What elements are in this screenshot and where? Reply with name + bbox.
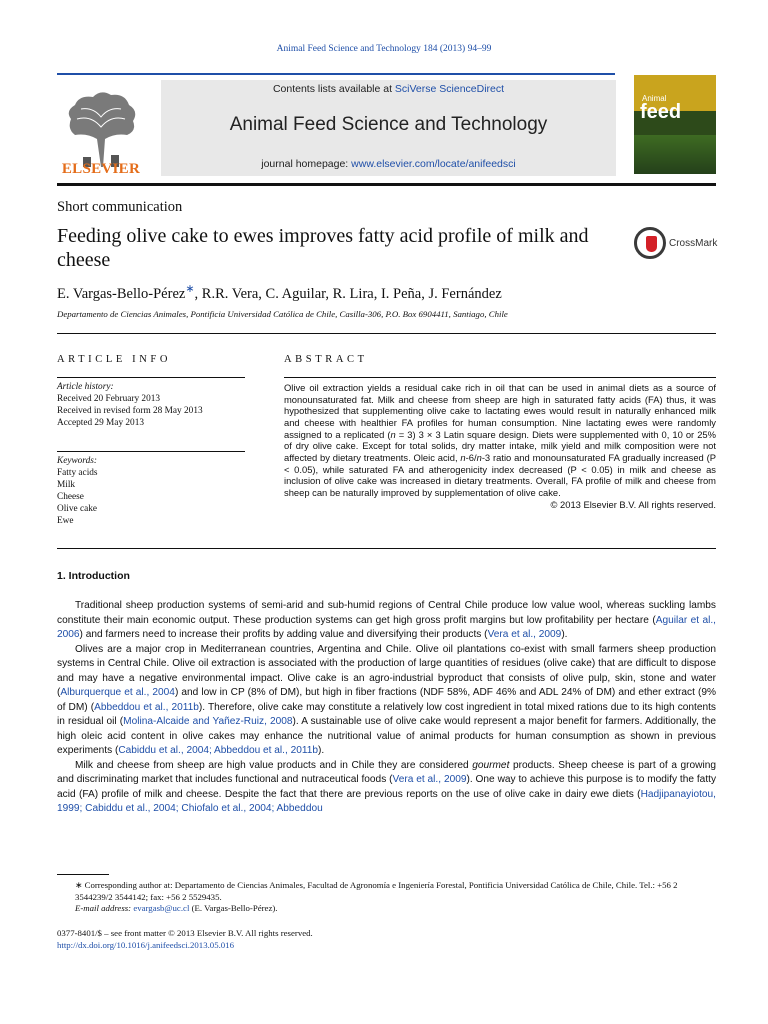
- text-run: products. Sheep cheese is part of a growing and discriminating market that includes functional and nutraceutical foods (: [57, 759, 716, 785]
- keyword: Olive cake: [57, 504, 98, 514]
- text-run: ) and low in CP (8% of DM), but high in fiber fractions (NDF 58%, ADF 46% and ADL 24% of DM) and ether extract (9% of DM) (: [57, 687, 716, 713]
- text-run: ). Therefore, olive cake may constitute a relatively low cost ingredient in total mixed rations due to its high contents in residual oil (: [57, 701, 716, 727]
- journal-title: Animal Feed Science and Technology: [229, 114, 548, 135]
- text-run: Milk and cheese from sheep are high value products and in Chile they are considered: [75, 759, 473, 771]
- reference-link[interactable]: Vera et al., 2009: [487, 629, 562, 640]
- article-history: [57, 381, 247, 429]
- issn-line: 0377-8401/$ – see front matter © 2013 Elsevier B.V. All rights reserved.: [57, 928, 313, 938]
- sciencedirect-link[interactable]: SciVerse ScienceDirect: [394, 83, 505, 95]
- article-info-heading: ARTICLE INFO: [57, 354, 172, 365]
- text-run: ). One way to achieve this purpose is to modify the fatty acid (FA) profile of milk and cheese. Despite the fact that there are previous reports on the use of olive cake in dairy ewe diets (: [57, 774, 717, 800]
- abstract-italic: n: [390, 428, 396, 440]
- reference-link[interactable]: Vera et al., 2009: [392, 774, 467, 785]
- footnote-mark: ∗: [75, 880, 83, 890]
- author-list: [57, 282, 502, 303]
- text-run: ).: [318, 745, 325, 756]
- paper-title: Feeding olive cake to ewes improves fatty acid profile of milk and cheese: [57, 225, 589, 271]
- history-item: Received in revised form 28 May 2013: [57, 406, 203, 416]
- corresponding-author-mark[interactable]: ∗: [185, 283, 195, 295]
- contents-line: [161, 83, 616, 95]
- crossmark-badge[interactable]: [634, 227, 719, 261]
- reference-link[interactable]: Alburquerque et al., 2004: [60, 687, 175, 698]
- abstract-part: Olive oil extraction yields a residual cake rich in oil that can be used in animal diets as a source of monounsaturated fat. Milk and cheese from sheep are high in saturated fatty acids (FA) thus, it was hypothesized that supplementing olive cake to lactating ewes would result in naturally enhanced milk and cheese with healthier FA profiles for human consumption. Nine lactating ewes were randomly assigned to a replicated (: [284, 382, 716, 440]
- divider: [57, 548, 716, 549]
- text-run: ).: [561, 629, 568, 640]
- journal-cover-image: [634, 75, 716, 174]
- history-label: Article history:: [57, 382, 114, 392]
- issn-block: [57, 928, 313, 951]
- cover-title-small: Animal: [642, 94, 667, 103]
- keywords: [57, 455, 247, 527]
- email-label: E-mail address:: [75, 903, 132, 913]
- abstract-part: = 3) 3 × 3 Latin square design. Diets were supplemented with 0, 10 or 25% of dry olive cake. Except for total solids, dry matter intake, milk yield and milk composition were not affected by dietary treatments. Oleic acid,: [284, 428, 716, 463]
- footnote-rule: [57, 874, 109, 875]
- paragraph: [57, 759, 716, 817]
- masthead-rule: [57, 183, 716, 186]
- history-item: Accepted 29 May 2013: [57, 418, 145, 428]
- divider: [57, 333, 716, 334]
- text-run-italic: gourmet: [472, 759, 510, 771]
- abstract-copyright: © 2013 Elsevier B.V. All rights reserved.: [550, 498, 716, 510]
- crossmark-icon: [634, 227, 666, 259]
- affiliation: Departamento de Ciencias Animales, Pontificia Universidad Católica de Chile, Casilla-306, P.O. Box 6904411, Santiago, Chile: [57, 309, 508, 319]
- paragraph: [57, 599, 716, 643]
- other-authors: , R.R. Vera, C. Aguilar, R. Lira, I. Peña, J. Fernández: [194, 285, 502, 302]
- reference-link[interactable]: Molina-Alcaide and Yañez-Ruiz, 2008: [123, 716, 293, 727]
- text-run: Olives are a major crop in Mediterranean countries, Argentina and Chile. Olive oil plantations co-exist with small farmers sheep production systems in Central Chile. Olive oil extraction is associated with the production of large quantities of residues (olive cake) that are difficult to dispose and may have a negative environmental impact. Olive cake is an agro-industrial byproduct that consists of olive pulp, skin, stone and water (: [57, 643, 716, 698]
- homepage-prefix: journal homepage:: [261, 158, 352, 170]
- keyword: Ewe: [57, 516, 74, 526]
- reference-link[interactable]: Hadjipanayiotou, 1999; Cabiddu et al., 2004; Chiofalo et al., 2004; Abbeddou: [57, 788, 716, 814]
- introduction-heading: 1. Introduction: [57, 570, 130, 582]
- abstract-part: -3 ratio and monounsaturated FA gradually increased (P < 0.05), while saturated FA and atherogenicity index decreased (P < 0.05) in milk and cheese as inclusion of olive cake was increased in dietary treatments. Overall, FA profile of milk and cheese from sheep can be naturally improved by supplementation of olive cake.: [284, 451, 716, 498]
- crossmark-bookmark-icon: [646, 236, 657, 252]
- contents-prefix: Contents lists available at: [272, 83, 395, 95]
- reference-link[interactable]: Cabiddu et al., 2004; Abbeddou et al., 2011b: [118, 745, 319, 756]
- abstract-part: -6/: [465, 451, 477, 463]
- abstract-italic: n: [460, 451, 466, 463]
- abstract-italic: n: [476, 451, 482, 463]
- homepage-line: [161, 158, 616, 170]
- paragraph: [57, 643, 716, 759]
- abstract-text: [284, 382, 716, 510]
- text-run: ) and farmers need to increase their profits by adding value and diversifying their products (: [79, 629, 488, 640]
- first-author: E. Vargas-Bello-Pérez: [57, 285, 186, 302]
- cover-title-big: feed: [640, 101, 682, 123]
- history-item: Received 20 February 2013: [57, 394, 161, 404]
- keywords-label: Keywords:: [57, 456, 97, 466]
- journal-homepage-link[interactable]: www.elsevier.com/locate/anifeedsci: [351, 158, 516, 170]
- footnote-text: Corresponding author at: Departamento de Ciencias Animales, Facultad de Agronomía e Ingeniería Forestal, Pontificia Universidad Católica de Chile, Chile. Tel.: +56 2 3544239/2 3544142; fax: +56 2 5529435.: [75, 880, 678, 902]
- abstract-body: [284, 382, 716, 499]
- cover-field: [634, 135, 716, 174]
- footnote-corresponding: [57, 880, 716, 903]
- divider: [57, 451, 245, 452]
- divider: [284, 377, 716, 378]
- email-link[interactable]: evargasb@uc.cl: [133, 903, 190, 913]
- keyword: Cheese: [57, 492, 84, 502]
- abstract-heading: ABSTRACT: [284, 354, 368, 365]
- text-run: Traditional sheep production systems of semi-arid and sub-humid regions of Central Chile produce low value wool, whereas suckling lambs constitute their main economic output. These production systems can get high gross profit margins but low profitability per hectare (: [57, 600, 716, 626]
- elsevier-wordmark: ELSEVIER: [61, 161, 141, 177]
- journal-citation[interactable]: Animal Feed Science and Technology 184 (2013) 94–99: [276, 44, 492, 54]
- article-type: Short communication: [57, 199, 183, 215]
- text-run: ). A sustainable use of olive cake would represent a major benefit for farmers. Additionally, the high oleic acid content in olive cakes may enhance the nutritional value of animal products for human consumption as shown in previous experiments (: [57, 716, 716, 756]
- divider: [57, 377, 245, 378]
- reference-link[interactable]: Aguilar et al., 2006: [57, 614, 716, 640]
- doi-link[interactable]: http://dx.doi.org/10.1016/j.anifeedsci.2013.05.016: [57, 939, 234, 950]
- keyword: Fatty acids: [57, 468, 98, 478]
- header-rule: [57, 73, 615, 75]
- email-suffix: (E. Vargas-Bello-Pérez).: [189, 903, 278, 913]
- keyword: Milk: [57, 480, 76, 490]
- crossmark-label: CrossMark: [669, 238, 718, 249]
- footnote: [57, 880, 716, 915]
- footnote-email: [57, 903, 716, 915]
- introduction-body: [57, 599, 716, 817]
- reference-link[interactable]: Abbeddou et al., 2011b: [94, 701, 199, 713]
